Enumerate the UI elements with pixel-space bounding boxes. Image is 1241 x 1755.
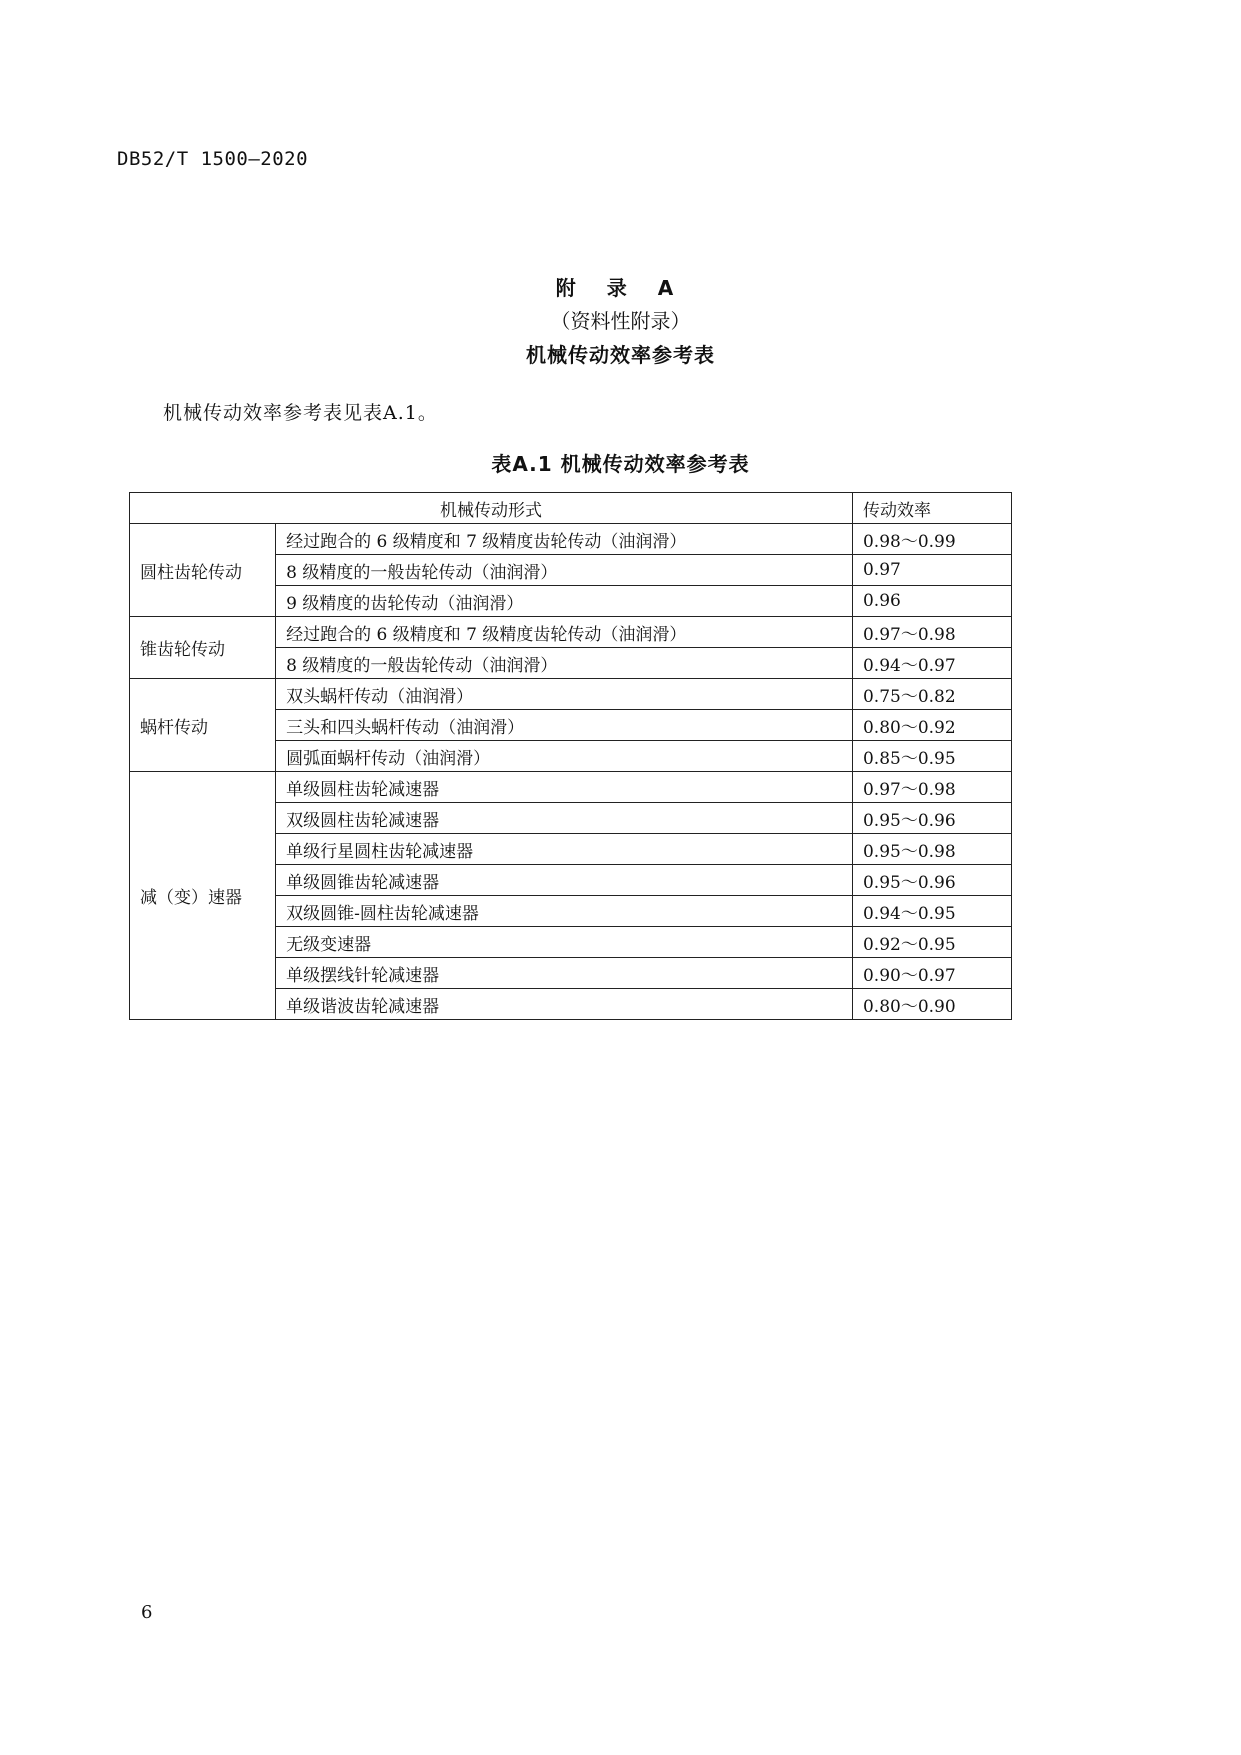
appendix-title: 机械传动效率参考表 xyxy=(526,343,715,367)
form-cell: 单级谐波齿轮减速器 xyxy=(276,989,853,1020)
efficiency-cell: 0.94～0.95 xyxy=(852,896,1011,927)
efficiency-table xyxy=(129,492,1012,1020)
efficiency-cell: 0.80～0.90 xyxy=(852,989,1011,1020)
form-cell: 双头蜗杆传动（油润滑） xyxy=(276,679,853,710)
form-cell: 单级行星圆柱齿轮减速器 xyxy=(276,834,853,865)
table-row xyxy=(130,524,1012,555)
form-cell: 圆弧面蜗杆传动（油润滑） xyxy=(276,741,853,772)
efficiency-cell: 0.75～0.82 xyxy=(852,679,1011,710)
form-cell: 8 级精度的一般齿轮传动（油润滑） xyxy=(276,648,853,679)
header-efficiency: 传动效率 xyxy=(852,493,1011,524)
form-cell: 单级摆线针轮减速器 xyxy=(276,958,853,989)
efficiency-cell: 0.85～0.95 xyxy=(852,741,1011,772)
efficiency-cell: 0.95～0.96 xyxy=(852,865,1011,896)
efficiency-cell: 0.95～0.96 xyxy=(852,803,1011,834)
form-cell: 单级圆锥齿轮减速器 xyxy=(276,865,853,896)
table-caption: 表A.1 机械传动效率参考表 xyxy=(491,452,750,476)
efficiency-cell: 0.80～0.92 xyxy=(852,710,1011,741)
appendix-note: （资料性附录） xyxy=(550,309,691,333)
table-row xyxy=(130,679,1012,710)
category-cell: 蜗杆传动 xyxy=(130,679,276,772)
table-row xyxy=(130,772,1012,803)
efficiency-cell: 0.98～0.99 xyxy=(852,524,1011,555)
form-cell: 单级圆柱齿轮减速器 xyxy=(276,772,853,803)
form-cell: 9 级精度的齿轮传动（油润滑） xyxy=(276,586,853,617)
category-cell: 锥齿轮传动 xyxy=(130,617,276,679)
category-cell: 圆柱齿轮传动 xyxy=(130,524,276,617)
table-body xyxy=(130,524,1012,1020)
table-header-row xyxy=(130,493,1012,524)
efficiency-cell: 0.90～0.97 xyxy=(852,958,1011,989)
form-cell: 无级变速器 xyxy=(276,927,853,958)
form-cell: 双级圆柱齿轮减速器 xyxy=(276,803,853,834)
form-cell: 三头和四头蜗杆传动（油润滑） xyxy=(276,710,853,741)
page-number: 6 xyxy=(141,1602,153,1623)
form-cell: 经过跑合的 6 级精度和 7 级精度齿轮传动（油润滑） xyxy=(276,617,853,648)
appendix-label: 附 录 A xyxy=(555,276,686,300)
standard-code: DB52/T 1500—2020 xyxy=(117,148,309,170)
form-cell: 双级圆锥-圆柱齿轮减速器 xyxy=(276,896,853,927)
efficiency-cell: 0.95～0.98 xyxy=(852,834,1011,865)
efficiency-cell: 0.96 xyxy=(852,586,1011,617)
intro-paragraph: 机械传动效率参考表见表A.1。 xyxy=(163,402,438,424)
efficiency-cell: 0.97～0.98 xyxy=(852,772,1011,803)
form-cell: 8 级精度的一般齿轮传动（油润滑） xyxy=(276,555,853,586)
form-cell: 经过跑合的 6 级精度和 7 级精度齿轮传动（油润滑） xyxy=(276,524,853,555)
category-cell: 减（变）速器 xyxy=(130,772,276,1020)
table-row xyxy=(130,617,1012,648)
efficiency-cell: 0.97～0.98 xyxy=(852,617,1011,648)
efficiency-cell: 0.92～0.95 xyxy=(852,927,1011,958)
efficiency-cell: 0.97 xyxy=(852,555,1011,586)
header-form: 机械传动形式 xyxy=(130,493,853,524)
efficiency-cell: 0.94～0.97 xyxy=(852,648,1011,679)
